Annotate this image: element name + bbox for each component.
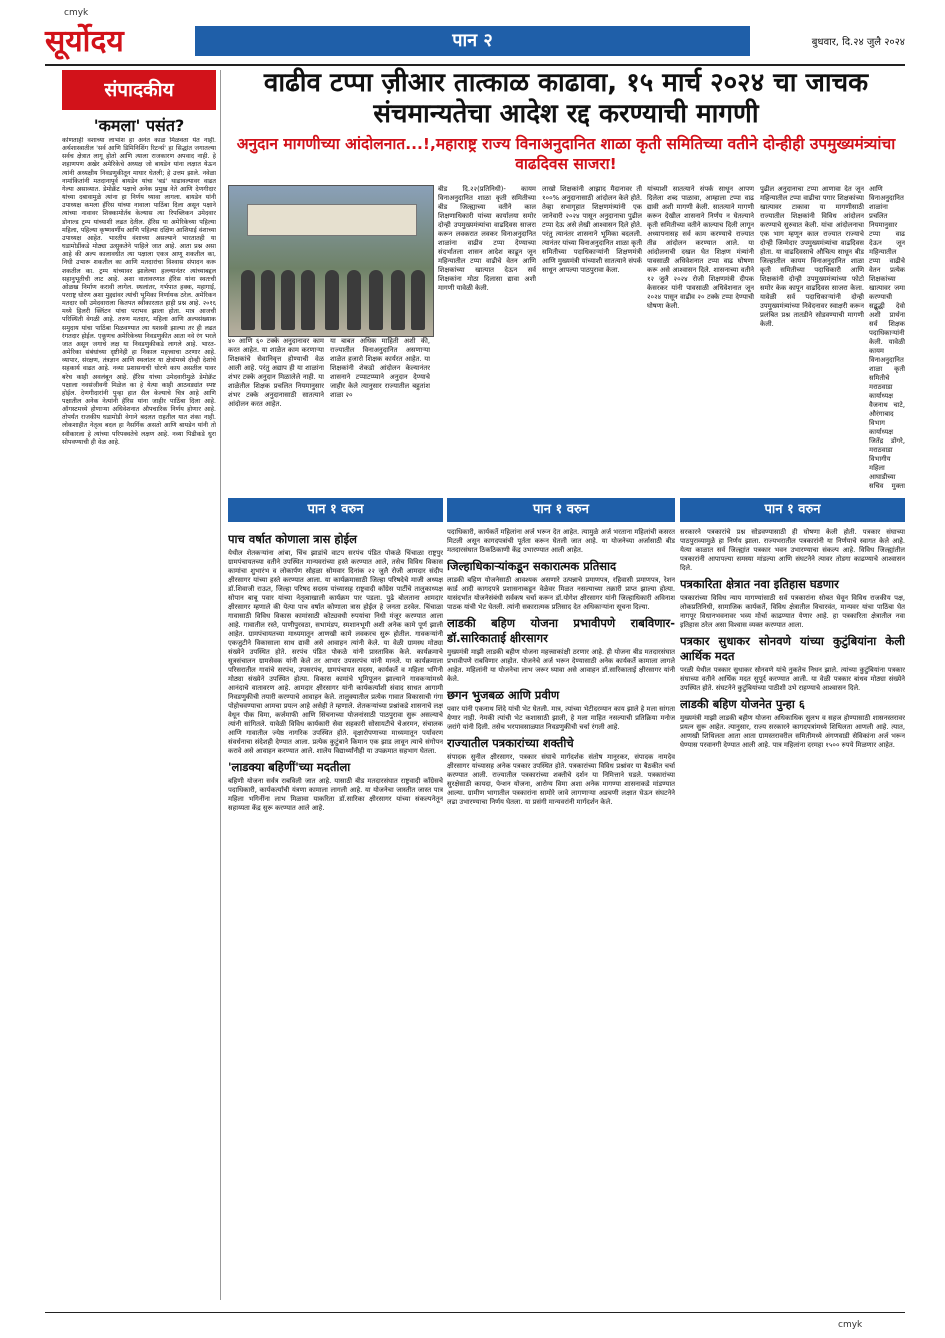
story-column: या बाबत अधिक माहिती अशी की, राज्यातील विनाअनुदानित असणाऱ्या शाळेत हजारो शिक्षक कार्यरत आहेत. या शिक्षकांनी शेकडो आंदोलन केल्यानंतर शासनाने टप्पाटप्प्याने अनुदान देण्याचे जाहीर केले त्यानुसार राज्यातील बहुतांश शाळा २० (330, 337, 430, 399)
photo-person (261, 270, 275, 330)
continued-from-banner: पान १ वरुन (228, 498, 443, 522)
story-column: पुढील अनुदानाचा टप्पा आणावा देत जून महिन्यातील टप्पा वाढीचा पगार शिक्षकांच्या खात्यावर टाकावा या मागणीसाठी राज्यातील शिक्षकांनी विविध आंदोलन करण्याचे सुरुवात केली. यांचा आंदोलनाचा एक भाग म्हणून काल राज्यात राज्याचे दोन्ही जिम्मेदार उपमुख्यमंत्र्यांचा वाढदिवस होता. या वाढदिवसाचे औचित्य साधून बीड जिल्हातील कायम विनाअनुदानित शाळा कृती समितीच्या पदाधिकारी आणि शिक्षकांनी दोन्ही उपमुख्यमंत्र्यांच्या फोटो समोर केक कापून वाढदिवस साजरा केला. यावेळी सर्व पदाधिकाऱ्यांनी दोन्ही उपमुख्यमंत्र्यांच्या निवेदनावर स्वाक्षरी करून प्रलंबित प्रश्न तातडीने सोडवण्याची मागणी केली. (760, 185, 864, 328)
article-title: 'लाडक्या बहिणीं'च्या मदतीला (228, 760, 351, 774)
main-headline: वाढीव टप्पा ज़ीआर तात्काळ काढावा, १५ मार्च २०२४ चा जाचक संचमान्यतेचा आदेश रद्द करण्याची मागणी (263, 68, 869, 129)
print-mark-bottom: cmyk (838, 1320, 863, 1330)
article-body: बहिणी योजना सर्वत्र राबविली जात आहे. यासाठी बीड मतदारसंघात राष्ट्रवादी काँग्रेसचे पदाधिकारी, कार्यकर्त्यांची यंत्रणा कामाला लागली आहे. या योजनेचा जास्तीत जास्त पात्र महिला भगिनींना लाभ मिळावा याकरिता डॉ.सारिका क्षीरसागर यांच्या संकल्पनेतून सहाय्यता केंद्र सुरू करण्यात आले आहे. (228, 777, 443, 812)
article-title: लाडकी बहिण योजनेत पुन्हा ६ (680, 697, 805, 711)
article-title: पाच वर्षात कोणाला त्रास होईल (228, 532, 357, 546)
photo-person (411, 270, 425, 330)
photo-person (325, 270, 339, 330)
continued-from-banner: पान १ वरुन (447, 498, 675, 522)
editorial-section-head: संपादकीय (62, 70, 216, 110)
page-number-banner: पान २ (195, 26, 750, 56)
story-column: आणि विनाअनुदानित शाळांना प्रचलित नियमानुसार टप्पा वाढ देऊन जून महिन्यातील टप्पा वाढीचे वेतन प्रत्येक शिक्षकांच्या खात्यावर जमा करण्याची सद्बुद्धी देवो अशी प्रार्थना सर्व शिक्षक पदाधिकाऱ्यांनी केली. यावेळी कायम विनाअनुदानित शाळा कृती समितीचे मराठवाडा कार्याध्यक्ष वैजनाथ चाटे, औरंगाबाद विभाग कार्याध्यक्ष जितेंद्र डोंगरे, मराठवाडा विभागीय महिला आघाडीच्या सचिव मुक्ता (869, 185, 905, 490)
photo-person (369, 270, 383, 330)
article-body: मुख्यमंत्री माझी लाडकी बहीण योजना अधिकाधिक सुलभ व सहज होण्यासाठी शासनस्तरावर प्रयत्न सुरू आहेत. त्यानुसार, राज्य सरकारने कागदपत्रांमध्ये शिथिलता आणली आहे. त्यात, आणखी शिथिलता आता आता ग्रामस्तरावरील समितीमध्ये अंगणवाडी सेविकांना अर्ज भरून घेण्यास परवानगी देण्यात आली आहे. पात्र महिलांना दरमहा १५०० रुपये मिळणार आहेत. (680, 714, 905, 749)
photo-person (391, 270, 405, 330)
story-column: यांच्याशी सातत्याने संपर्क साधून आपण दिलेला शब्द पाळावा, आम्हाला टप्पा वाढ द्यावी अशी मागणी केली. सातत्याने मागणी करून देखील शासनाने निर्णय न घेतल्याने कृती समितीच्या वतीने काल्याच दिली लागून अध्यापनासह सर्व काम करण्याचे राज्यात तीव्र आंदोलन करण्यात आले. या आंदोलनाची दखल घेत शिक्षण मंत्र्यांनी पावसाळी अधिवेशनात टप्पा वाढ घोषणा करू असे आश्वासन दिले. शासनाच्या वतीने १२ जुलै २०२४ रोजी शिक्षणमंत्री दीपक केसरकर यांनी पावसाळी अधिवेशनात जून २०२४ पासून वाढीव २० टक्के टप्पा देण्याची घोषणा केली. (647, 185, 754, 310)
article-body: सरकारने पत्रकारांचे प्रश्न सोडवण्यासाठी ही घोषणा केली होती. पत्रकार संघाच्या पाठपुराव्यामुळे हा निर्णय झाला. राज्यभरातील पत्रकारांनी या निर्णयाचे स्वागत केले आहे. येत्या काळात सर्व जिल्ह्यांत पत्रकार भवन उभारण्याचा संकल्प आहे. विविध जिल्ह्यांतील पत्रकारांनी आपापल्या समस्या मांडल्या आणि संघटनेने त्यावर तोडगा काढण्याचे आश्वासन दिले. (680, 528, 905, 572)
bottom-column-2 (447, 528, 675, 1308)
story-column: बीड दि.२२(प्रतिनिधी)- कायम विनाअनुदानित शाळा कृती समितीच्या बीड जिल्ह्याच्या वतीने काल शिक्षणाधिकारी यांच्या कार्यालया समोर दोन्ही उपमुख्यमंत्र्यांचा वाढदिवस साजरा करून लवकरात लवकर विनाअनुदानित शाळांना वाढीव टप्पा देण्याच्या संदर्भातला शासन आदेश काढून जून महिन्यातील टप्पा वाढीचे वेतन आणि शिक्षकांच्या खात्यात देऊन सर्व शिक्षकांना मोठा दिलासा द्यावा अशी मागणी यावेळी केली. (438, 185, 536, 292)
article-title: लाडकी बहिण योजना प्रभावीपणे राबविणार-डॉ.सारिकाताई क्षीरसागर (447, 616, 675, 645)
story-column: ४० आणि ६० टक्के अनुदानावर काम करत आहेत. या शाळेत काम करणाऱ्या शिक्षकांचे सेवानिवृत्त होण्याची वेळ आली आहे. परंतु अद्याप ही या शाळांना शंभर टक्के अनुदान मिळालेले नाही. या शाळेतील शिक्षक प्रचलित नियमानुसार शंभर टक्के अनुदानासाठी सातत्याने आंदोलन करत आहेत. (228, 337, 324, 408)
article-body: संपादक सुनील क्षीरसागर, पत्रकार संघाचे मार्गदर्शक संतोष मानूरकर, संपादक नामदेव क्षीरसागर यांच्यासह अनेक पत्रकार उपस्थित होते. पत्रकारांच्या विविध प्रश्नांवर या बैठकीत चर्चा करण्यात आली. राज्यातील पत्रकारांच्या शक्तीचे दर्शन या निमित्ताने घडले. पत्रकारांच्या सुरक्षेसाठी कायदा, पेन्शन योजना, आरोग्य विमा अशा अनेक मागण्या शासनाकडे मांडण्यात आल्या. ग्रामीण भागातील पत्रकारांना सामोरे जावे लागणाऱ्या अडचणी लक्षात घेऊन संघटनेने लढा उभारण्याचा निर्णय घेतला. या प्रसंगी मान्यवरांनी मार्गदर्शन केले. (447, 753, 675, 806)
bottom-rule (45, 1312, 905, 1313)
dateline: बुधवार, दि.२४ जुलै २०२४ (811, 37, 905, 48)
article-title: पत्रकारिता क्षेत्रात नवा इतिहास घडणार (680, 577, 839, 591)
photo-person (241, 270, 255, 330)
continued-from-banner: पान १ वरुन (680, 498, 905, 522)
masthead (45, 22, 905, 64)
editorial-body: कोणताही वशाच्या लाभांश हा अनंत काळ मिळवता येत नाही. अर्थशास्त्रातील 'सर्व आणि डिमिनिशिंग रिटर्न्स' हा सिद्धांत जगातल्या सर्वच क्षेत्रात लागू होतो आणि त्याला राजकारण अपवाद नाही. हे शहाणपण अखेर अमेरिकेचे अध्यक्ष जो बायडेन यांना लक्षात येऊन त्यांनी अध्यक्षीय निवडणुकीतून माघार घेतली; हे उत्तम झाले. नवेळा नामांकितांनी मतदानापूर्व बायडेन यांचा 'बडं' थाढावल्यावर वाढत गेल्या असाव्यात. डेमोक्रॅट पक्षाचे अनेक प्रमुख नेते आणि देणगीदार यांच्या दबावामुळे त्यांना हा निर्णय घ्यावा लागला. बायडेन यांनी उपाध्यक्ष कमला हॅरिस यांच्या नावाला पाठिंबा दिला असून पक्षाने त्यांच्या नावावर शिक्कामोर्तब केल्यास त्या रिपब्लिकन उमेदवार डोनाल्ड ट्रम्प यांच्याशी लढत देतील. हॅरिस या अमेरिकेच्या पहिल्या महिला, पहिल्या कृष्णवर्णीय आणि पहिल्या दक्षिण आशियाई वंशाच्या उपाध्यक्ष आहेत. भारतीय वंशाच्या असल्याने भारतातही या घडामोडींकडे मोठ्या उत्सुकतेने पाहिले जात आहे. आता प्रश्न असा आहे की अल्प कालावधीत त्या पक्षाला एकत्र आणू शकतील का, निधी उभारू शकतील का आणि मतदारांचा विश्वास संपादन करू शकतील का. ट्रम्प यांच्यावर झालेल्या हल्ल्यानंतर त्यांच्याबद्दल सहानुभूतीची लाट आहे. अशा वातावरणात हॅरिस यांना स्वतःची ओळख निर्माण करावी लागेल. स्थलांतर, गर्भपात हक्क, महागाई, परराष्ट्र धोरण अशा मुद्द्यांवर त्यांची भूमिका निर्णायक ठरेल. अमेरिकन मतदार स्त्री उमेदवाराला कितपत स्वीकारतात हाही प्रश्न आहे. २०१६ मध्ये हिलरी क्लिंटन यांचा पराभव झाला होता. मात्र आजची परिस्थिती वेगळी आहे. तरुण मतदार, महिला आणि अल्पसंख्याक समुदाय यांचा पाठिंबा मिळवण्यात त्या यशस्वी झाल्या तर ही लढत रंगतदार होईल. एकूणच अमेरिकेच्या निवडणुकीत आता नवे रंग भरले जात असून जगाचे लक्ष या निवडणुकीकडे लागले आहे. भारत-अमेरिका संबंधांच्या दृष्टीनेही हा निकाल महत्त्वाचा ठरणार आहे. व्यापार, संरक्षण, तंत्रज्ञान आणि स्थलांतर या क्षेत्रांमध्ये दोन्ही देशांचे सहकार्य वाढत आहे. नव्या प्रशासनाची धोरणे काय असतील यावर बरेच काही अवलंबून आहे. हॅरिस यांच्या उमेदवारीमुळे डेमोक्रॅट पक्षाला नवसंजीवनी मिळेल का हे येत्या काही आठवड्यांत स्पष्ट होईल. देणगीदारांनी पुन्हा हात सैल केल्याचे चित्र आहे आणि पक्षातील अनेक नेत्यांनी हॅरिस यांना जाहीर पाठिंबा दिला आहे. ऑगस्टमध्ये होणाऱ्या अधिवेशनात औपचारिक निर्णय होणार आहे. तोपर्यंत राजकीय घडामोडी वेगाने बदलत राहतील यात शंका नाही. लोकशाहीत नेतृत्व बदल हा नैसर्गिक असतो आणि बायडेन यांनी तो स्वीकारला हे त्यांच्या परिपक्वतेचे लक्षण आहे. नव्या पिढीकडे धुरा सोपवण्याची ही वेळ आहे. (62, 137, 216, 446)
photo-person (301, 270, 315, 330)
bottom-column-1 (228, 528, 443, 1308)
top-rule (45, 64, 905, 66)
photo-person (347, 270, 361, 330)
article-body: लाडकी बहिण योजनेसाठी आवश्यक असणारे उत्पन्नाचे प्रमाणपत्र, रहिवासी प्रमाणपत्र, रेशन कार्ड आदी कागदपत्रे प्रशासनाकडून वेळेवर मिळत नसल्याच्या तक्रारी प्राप्त झाल्या होत्या. यासंदर्भात योजनेसंबंधी सर्वकष चर्चा करून डॉ.योगेश क्षीरसागर यांनी जिल्हाधिकारी अविनाश पाठक यांची भेट घेतली. त्यांनी सकारात्मक प्रतिसाद देत अधिकाऱ्यांना सूचना दिल्या. (447, 576, 675, 611)
article-title: जिल्हाधिकाऱ्यांकडून सकारात्मक प्रतिसाद (447, 559, 617, 573)
sub-headline: अनुदान मागणीच्या आंदोलनात...!,महाराष्ट्र राज्य विनाअनुदानित शाळा कृती समितिच्या वतीने दोन्हीही उपमुख्यमंत्र्यांचा वाढदिवस साजरा! (236, 135, 896, 173)
article-body: पवार यांनी एकनाथ शिंदे यांची भेट घेतली. मात्र, त्यांच्या भेटीदरम्यान काय झाले हे मला सांगता येणार नाही. नेमकी त्यांची भेट कशासाठी झाली, हे मला माहित नसल्याची प्रतिक्रिया मनोज जरांगे यांनी दिली. तसेच भरपावसाळ्यात निवडणुकीची चर्चा रंगली आहे. (447, 705, 675, 731)
article-body: पत्रकारांच्या विविध न्याय मागण्यांसाठी सर्व पत्रकारांना सोबत घेवून विविध राजकीय पक्ष, लोकप्रतिनिधी, सामाजिक कार्यकर्ते, विविध क्षेत्रातील विचारवंत, मान्यवर यांचा पाठिंबा घेत नागपूर विधानभवनावर भव्य मोर्चा काढण्यात येणार आहे. हा पत्रकारिता क्षेत्रातील नवा इतिहास ठरेल असा विश्वास व्यक्त करण्यात आला. (680, 594, 905, 629)
article-body: पदाधिकारी, कार्यकर्ते महिलांना अर्ज भरून देत आहेत. त्यामुळे अर्ज भरताना महिलांची कसरत मिटली असून कागदपत्रांची पूर्तता करून घेतली जात आहे. या योजनेच्या अर्जासाठी बीड मतदारसंघात ठिकठिकाणी केंद्र उभारण्यात आली आहेत. (447, 528, 675, 554)
photo-person (281, 270, 295, 330)
article-title: राज्यातील पत्रकारांच्या शक्तीचे (447, 736, 574, 750)
article-body: मुख्यमंत्री माझी लाडकी बहीण योजना महत्त्वाकांक्षी ठरणार आहे. ही योजना बीड मतदारसंघात प्रभावीपणे राबविणार आहोत. योजनेचे अर्ज भरून देण्यासाठी अनेक कार्यकर्ते कामाला लागले आहेत. महिलांनी या योजनेचा लाभ जरूर घ्यावा असे आवाहन डॉ.सारिकाताई क्षीरसागर यांनी केले. (447, 648, 675, 683)
editorial-title: 'कमला' पसंत? (93, 116, 185, 135)
article-body: परळी येथील पत्रकार सुधाकर सोनवणे यांचे नुकतेच निधन झाले. त्यांच्या कुटुंबियांना पत्रकार संघाच्या वतीने आर्थिक मदत सुपूर्द करण्यात आली. या वेळी पत्रकार बांधव मोठ्या संख्येने उपस्थित होते. संघटनेने कुटुंबियांच्या पाठीशी उभे राहण्याचे आश्वासन दिले. (680, 666, 905, 692)
article-title: पत्रकार सुधाकर सोनवणे यांच्या कुटुंबियांना केली आर्थिक मदत (680, 634, 905, 663)
story-photo (228, 185, 434, 337)
photo-banner-cloth (247, 204, 417, 236)
print-mark-top: cmyk (64, 8, 89, 18)
bottom-column-3 (680, 528, 905, 1308)
column-divider (220, 70, 221, 1300)
article-title: छगन भुजबळ आणि प्रवीण (447, 688, 560, 702)
newspaper-logo: सूर्योदय (45, 24, 124, 59)
article-body: येथील शेतकऱ्यांना आंबा, चिंच झाडांचे वाटप सरपंच पंडित पोकळे चिंचाळा राष्ट्रपुर ग्रामपंचायतच्या वतीने उपस्थित मान्यवरांच्या हस्ते करण्यात आले, तसेच विविध विकास कामांचा शुभारंभ व लोकार्पण सोहळा सोमवार दिनांक २२ जुलै रोजी आमदार संदीप क्षीरसागर यांच्या हस्ते करण्यात आला. या कार्यक्रमासाठी जिल्हा परिषदेचे माजी अध्यक्ष डॉ.शिवाजी राऊत, जिल्हा परिषद सदस्य यांच्यासह राष्ट्रवादी काँग्रेस पार्टीचे तालुकाध्यक्ष सोपान बाबू पवार यांच्या नेतृत्वाखाली कार्यक्रम पार पडला. पुढे बोलताना आमदार क्षीरसागर म्हणाले की येत्या पाच वर्षात कोणाला त्रास होईल हे जनता ठरवेल. चिंचाळा गावासाठी विविध विकास कामांसाठी कोट्यवधी रुपयांचा निधी मंजूर करण्यात आला आहे. गावातील रस्ते, पाणीपुरवठा, सभामंडप, स्मशानभूमी अशी अनेक कामे पूर्ण झाली आहेत. ग्रामपंचायतच्या माध्यमातून आणखी कामे लवकरच सुरू होतील. गावकऱ्यांनी एकजुटीने विकासाला साथ द्यावी असे आवाहन त्यांनी केले. या वेळी ग्रामस्थ मोठ्या संख्येने उपस्थित होते. सरपंच पंडित पोकळे यांनी प्रास्ताविक केले. कार्यक्रमाचे सूत्रसंचालन ग्रामसेवक यांनी केले तर आभार उपसरपंच यांनी मानले. या कार्यक्रमाला परिसरातील गावांचे सरपंच, उपसरपंच, ग्रामपंचायत सदस्य, कार्यकर्ते व महिला भगिनी मोठ्या संख्येने उपस्थित होत्या. विकास कामांचे भूमिपूजन झाल्याने गावकऱ्यांमध्ये आनंदाचे वातावरण आहे. आमदार क्षीरसागर यांनी कार्यकर्त्यांशी संवाद साधत आगामी निवडणुकीची तयारी करण्याचे आवाहन केले. तालुक्यातील प्रत्येक गावात विकासाची गंगा पोहोचवण्याचा आमचा प्रयत्न आहे असेही ते म्हणाले. शेतकऱ्यांच्या प्रश्नांकडे शासनाचे लक्ष वेधून पीक विमा, कर्जमाफी आणि सिंचनाच्या योजनांसाठी पाठपुरावा सुरू असल्याचे त्यांनी सांगितले. यावेळी विविध कार्यकारी सेवा सहकारी सोसायटीचे चेअरमन, संचालक आणि गावातील ज्येष्ठ नागरिक उपस्थित होते. वृक्षारोपणाच्या माध्यमातून पर्यावरण संवर्धनाचा संदेशही देण्यात आला. प्रत्येक कुटुंबाने किमान एक झाड लावून त्याचे संगोपन करावे असे आवाहन करण्यात आले. शालेय विद्यार्थ्यांनीही या उपक्रमात सहभाग घेतला. (228, 549, 443, 755)
story-column: लाखो शिक्षकांनी आझाद मैदानावर ती १००% अनुदानासाठी आंदोलन केले होते. तेव्हा सभागृहात शिक्षणमंत्र्यांनी एक जानेवारी २०२४ पासून अनुदानाचा पुढील टप्पा देऊ असे लेखी आश्वासन दिले होते. परंतु त्यानंतर शासनाने भूमिका बदलली. त्यानंतर यांच्या विनाअनुदानित शाळा कृती समितीच्या पदाधिकाऱ्यांनी शिक्षणमंत्री आणि मुख्यमंत्री यांच्याशी सातत्याने संपर्क साधून आपल्या पाठपुरावा केला. (542, 185, 642, 274)
